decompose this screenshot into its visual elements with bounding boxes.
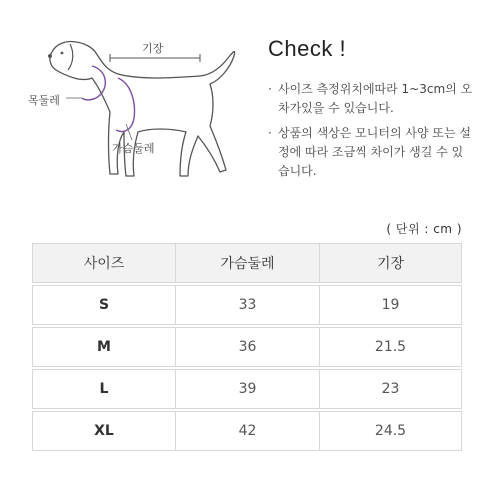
table-row (32, 369, 462, 409)
table-row (32, 285, 462, 325)
length-cell: 21.5 (319, 327, 462, 367)
dog-measurement-diagram (0, 0, 260, 200)
chest-cell: 39 (175, 369, 319, 409)
length-cell: 24.5 (319, 411, 462, 451)
neck-label: 목둘레 (28, 94, 60, 107)
note-bullet: · (268, 126, 272, 140)
length-cell: 19 (319, 285, 462, 325)
size-cell: M (32, 327, 175, 367)
note-text: 상품의 색상은 모니터의 사양 또는 설정에 따라 조금씩 차이가 생길 수 있습니다. (278, 126, 471, 178)
unit-label: ( 단위 : cm ) (386, 222, 462, 236)
size-cell: XL (32, 411, 175, 451)
note-bullet: · (268, 82, 272, 96)
chest-cell: 33 (175, 285, 319, 325)
header-size: 사이즈 (32, 243, 175, 283)
dog-eye (61, 52, 64, 55)
note-text: 사이즈 측정위치에따라 1~3cm의 오차가있을 수 있습니다. (278, 82, 473, 115)
chest-label: 가슴둘레 (112, 142, 155, 155)
header-length: 기장 (319, 243, 462, 283)
chest-cell: 36 (175, 327, 319, 367)
table-row (32, 411, 462, 451)
dog-nose (48, 54, 52, 58)
check-title: Check ! (268, 36, 347, 61)
size-table (32, 241, 462, 453)
table-row (32, 327, 462, 367)
header-chest: 가슴둘레 (175, 243, 319, 283)
length-label: 기장 (142, 42, 164, 55)
note-color-difference (268, 124, 474, 181)
size-cell: S (32, 285, 175, 325)
chest-cell: 42 (175, 411, 319, 451)
length-cell: 23 (319, 369, 462, 409)
size-cell: L (32, 369, 175, 409)
note-measurement-error (268, 80, 474, 118)
table-header-row (32, 243, 462, 283)
